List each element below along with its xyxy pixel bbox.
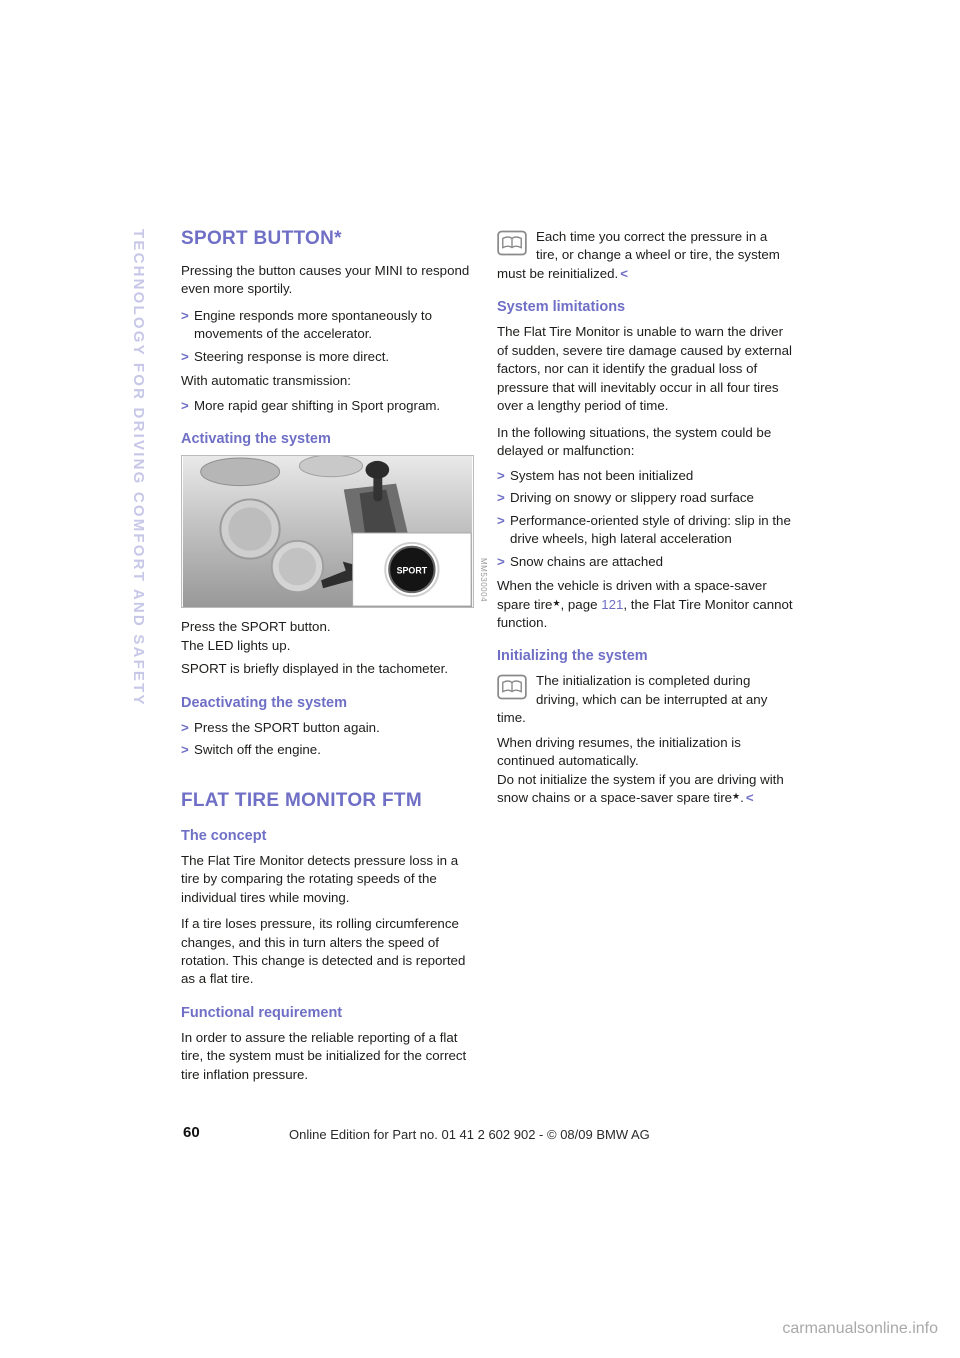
heading-flat-tire-monitor: FLAT TIRE MONITOR FTM: [181, 789, 422, 811]
heading-sport-button: SPORT BUTTON*: [181, 228, 342, 249]
limitations-paragraph: In the following situations, the system could be delayed or malfunction:: [497, 424, 772, 459]
note-text: The initialization is completed during driving, which can be interrupted at any time.: [497, 673, 768, 726]
bullet-arrow-icon: >: [497, 512, 505, 528]
heading-activating-system: Activating the system: [181, 431, 331, 448]
spare-tire-text: , page: [560, 596, 602, 612]
auto-bullet-list: [181, 397, 475, 415]
note-initializing: [497, 672, 793, 727]
spare-tire-text: When the vehicle is driven with a space-saver spare tire: [497, 578, 767, 612]
bullet-text: System has not been initialized: [510, 467, 694, 483]
auto-transmission-note: With automatic transmission:: [181, 373, 351, 389]
sport-button-label: SPORT: [396, 565, 428, 576]
end-marker: <: [620, 265, 628, 281]
chapter-sidebar-title: TECHNOLOGY FOR DRIVING COMFORT AND SAFETY: [130, 229, 147, 707]
concept-paragraph: The Flat Tire Monitor detects pressure loss in a tire by comparing the rotating speeds of the individual tires while moving.: [181, 852, 459, 905]
bullet-arrow-icon: >: [497, 467, 505, 483]
instruction-line: Press the SPORT button.: [181, 619, 331, 635]
bullet-item: [497, 553, 793, 571]
instruction-line: The LED lights up.: [181, 637, 291, 653]
bullet-text: Performance-oriented style of driving: slip in the drive wheels, high lateral acceleration: [510, 512, 791, 547]
console-photo: [181, 455, 488, 608]
bullet-text: Snow chains are attached: [510, 553, 664, 569]
sport-bullet-list: [181, 307, 475, 366]
heading-system-limitations: System limitations: [497, 299, 626, 316]
spare-tire-text: , the Flat Tire Monitor cannot function.: [497, 596, 793, 630]
heading-the-concept: The concept: [181, 827, 267, 844]
spare-tire-paragraph: [497, 577, 793, 632]
sport-intro-paragraph: Pressing the button causes your MINI to respond even more sportily.: [181, 263, 470, 297]
bullet-text: Steering response is more direct.: [194, 348, 390, 364]
note-pressure: [497, 228, 793, 283]
bullet-item: [181, 348, 475, 366]
page-number: 60: [183, 1124, 200, 1141]
concept-paragraph: If a tire loses pressure, its rolling circumference changes, and this in turn alters the speed of rotation. This change is detected and is reported as a flat tire.: [181, 916, 466, 987]
star-icon: ★: [732, 791, 741, 802]
end-marker: <: [745, 790, 754, 806]
bullet-arrow-icon: >: [181, 742, 189, 758]
note-text: Each time you correct the pressure in a tire, or change a wheel or tire, the system must be reinitialized.: [497, 229, 780, 281]
book-icon: [497, 230, 527, 256]
bullet-item: [181, 307, 475, 344]
limitations-bullet-list: [497, 467, 793, 571]
right-column: [497, 228, 793, 808]
book-icon: [497, 674, 527, 700]
functional-paragraph: In order to assure the reliable reporting of a flat tire, the system must be initialized for the correct tire inflation pressure.: [181, 1029, 467, 1082]
initializing-paragraph: When driving resumes, the initialization is continued automatically.: [497, 734, 741, 769]
bullet-item: [181, 719, 475, 737]
console-photo-illustration: [181, 455, 474, 608]
bullet-text: More rapid gear shifting in Sport program.: [194, 397, 441, 413]
image-code-label: MM530004: [479, 558, 488, 603]
heading-functional-requirement: Functional requirement: [181, 1004, 343, 1021]
bullet-arrow-icon: >: [497, 490, 505, 506]
deactivating-bullet-list: [181, 719, 475, 760]
heading-deactivating-system: Deactivating the system: [181, 694, 348, 711]
bullet-arrow-icon: >: [181, 348, 189, 364]
watermark: carmanualsonline.info: [782, 1320, 938, 1337]
bullet-item: [497, 489, 793, 507]
bullet-arrow-icon: >: [181, 397, 189, 413]
bullet-text: Press the SPORT button again.: [194, 719, 380, 735]
left-column: [181, 228, 488, 1092]
bullet-text: Engine responds more spontaneously to movements of the accelerator.: [194, 307, 433, 342]
snow-chains-text: Do not initialize the system if you are driving with snow chains or a space-saver spare tire: [497, 771, 784, 806]
snow-chains-text: .: [740, 790, 744, 806]
bullet-arrow-icon: >: [181, 307, 189, 323]
heading-initializing-system: Initializing the system: [497, 648, 648, 665]
bullet-text: Switch off the engine.: [194, 742, 321, 758]
snow-chains-paragraph: [497, 771, 793, 808]
bullet-arrow-icon: >: [181, 719, 189, 735]
bullet-item: [181, 741, 475, 759]
bullet-item: [181, 397, 475, 415]
bullet-arrow-icon: >: [497, 553, 505, 569]
bullet-text: Driving on snowy or slippery road surface: [510, 490, 754, 506]
instruction-line: SPORT is briefly displayed in the tachometer.: [181, 661, 449, 677]
bullet-item: [497, 467, 793, 485]
bullet-item: [497, 512, 793, 549]
footer-text: Online Edition for Part no. 01 41 2 602 902 - © 08/09 BMW AG: [289, 1127, 650, 1142]
star-icon: ★: [552, 597, 561, 608]
limitations-paragraph: The Flat Tire Monitor is unable to warn the driver of sudden, severe tire damage caused by external factors, nor can it identify the gradual loss of pressure that will inevitably occur in all four tires over a lengthy period of time.: [497, 324, 792, 414]
page-121-link[interactable]: 121: [601, 596, 624, 612]
